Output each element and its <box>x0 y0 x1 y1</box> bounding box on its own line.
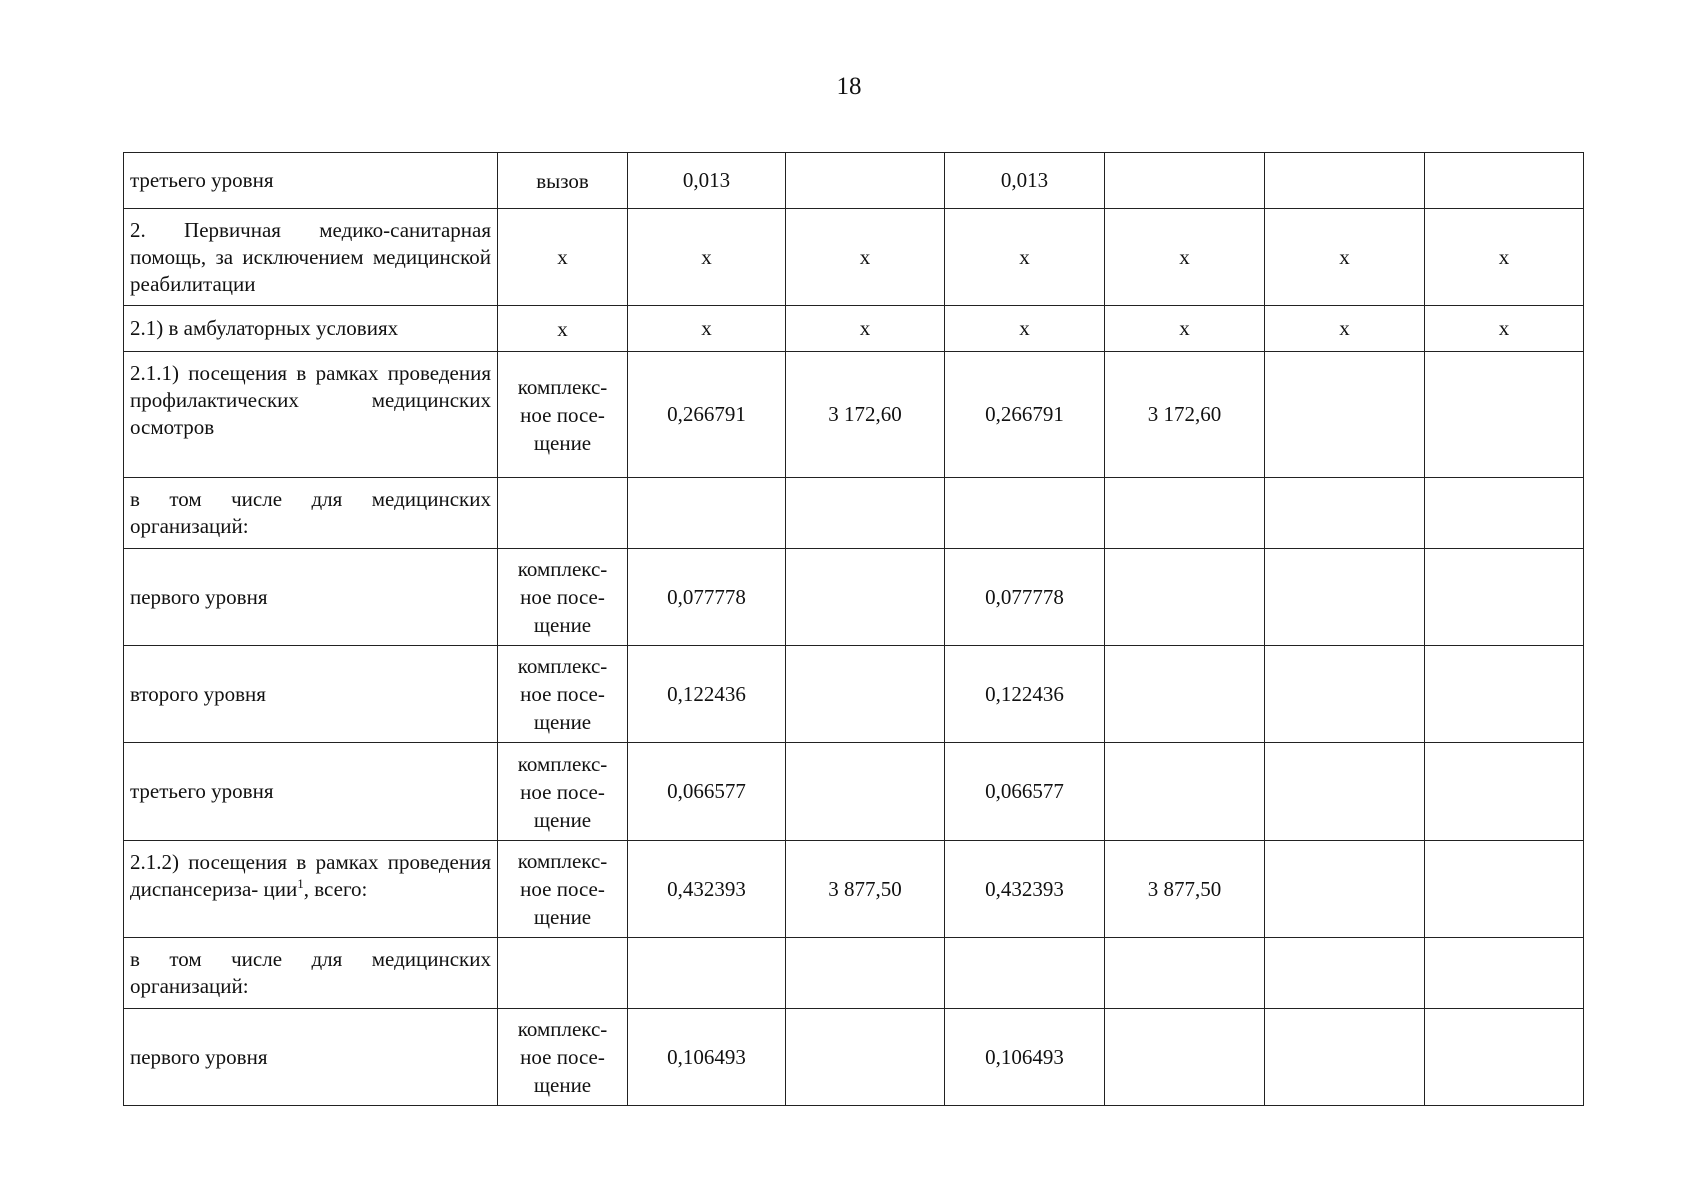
unit-line: ное посе- <box>520 877 605 901</box>
value-cell <box>1265 549 1425 646</box>
table-row <box>124 478 1584 549</box>
unit-line: ное посе- <box>520 682 605 706</box>
table-row <box>124 938 1584 1009</box>
unit-cell <box>498 352 628 478</box>
value-cell <box>1265 1009 1425 1106</box>
value-cell: х <box>786 209 945 306</box>
unit-line: щение <box>533 807 592 832</box>
unit-line: щение <box>533 905 592 929</box>
unit-cell <box>498 549 628 646</box>
value-cell <box>1265 841 1425 938</box>
value-cell: 0,013 <box>945 153 1105 209</box>
value-cell <box>1105 549 1265 646</box>
table-row <box>124 306 1584 352</box>
row-label: 2. Первичная медико-санитарная помощь, за исключением медицинской реабилитации <box>124 209 498 306</box>
row-label <box>124 841 498 938</box>
table-row <box>124 646 1584 743</box>
value-cell <box>786 938 945 1009</box>
value-cell: х <box>628 306 786 352</box>
value-cell: 0,106493 <box>945 1009 1105 1106</box>
value-cell: х <box>945 306 1105 352</box>
value-cell: 0,077778 <box>945 549 1105 646</box>
unit-line: комплекс- <box>517 849 608 873</box>
row-label: третьего уровня <box>124 153 498 209</box>
value-cell <box>1425 646 1584 743</box>
data-table <box>123 152 1584 1106</box>
row-label: первого уровня <box>124 549 498 646</box>
value-cell: 3 877,50 <box>786 841 945 938</box>
value-cell <box>945 478 1105 549</box>
row-label: в том числе для медицинских организаций: <box>124 478 498 549</box>
unit-line: ное посе- <box>520 585 605 609</box>
unit-line: ное посе- <box>520 402 605 427</box>
table-row <box>124 153 1584 209</box>
value-cell: 0,432393 <box>945 841 1105 938</box>
value-cell: 0,077778 <box>628 549 786 646</box>
value-cell <box>1425 478 1584 549</box>
value-cell: 0,122436 <box>945 646 1105 743</box>
value-cell: х <box>628 209 786 306</box>
table-row <box>124 743 1584 841</box>
value-cell <box>1265 646 1425 743</box>
value-cell <box>786 743 945 841</box>
unit-cell <box>498 743 628 841</box>
value-cell: 0,122436 <box>628 646 786 743</box>
value-cell: 0,432393 <box>628 841 786 938</box>
value-cell <box>1105 1009 1265 1106</box>
value-cell: х <box>786 306 945 352</box>
value-cell <box>1265 153 1425 209</box>
unit-line: комплекс- <box>517 557 608 581</box>
unit-cell: х <box>498 306 628 352</box>
page-number: 18 <box>836 73 862 100</box>
value-cell: 3 877,50 <box>1105 841 1265 938</box>
value-cell <box>1105 743 1265 841</box>
value-cell <box>786 478 945 549</box>
value-cell: 0,106493 <box>628 1009 786 1106</box>
row-label: второго уровня <box>124 646 498 743</box>
footnote-mark: 1 <box>297 876 304 891</box>
unit-cell <box>498 938 628 1009</box>
value-cell: х <box>1425 306 1584 352</box>
value-cell <box>1425 352 1584 478</box>
unit-cell <box>498 646 628 743</box>
unit-line: комплекс- <box>517 654 608 678</box>
unit-line: комплекс- <box>517 374 608 399</box>
unit-cell: х <box>498 209 628 306</box>
value-cell <box>1105 646 1265 743</box>
unit-cell: вызов <box>498 153 628 209</box>
value-cell <box>1425 1009 1584 1106</box>
unit-cell <box>498 841 628 938</box>
unit-line: комплекс- <box>517 1017 608 1041</box>
value-cell <box>1425 743 1584 841</box>
unit-line: щение <box>533 710 592 734</box>
value-cell: 0,066577 <box>628 743 786 841</box>
row-label: в том числе для медицинских организаций: <box>124 938 498 1009</box>
row-label: 2.1.1) посещения в рамках проведения профилактических медицинских осмотров <box>124 352 498 478</box>
value-cell: х <box>1425 209 1584 306</box>
unit-line: комплекс- <box>517 751 608 776</box>
unit-line: щение <box>533 613 592 637</box>
value-cell <box>1105 153 1265 209</box>
value-cell <box>628 938 786 1009</box>
value-cell <box>945 938 1105 1009</box>
row-label-text: , всего: <box>303 877 368 901</box>
value-cell <box>1265 743 1425 841</box>
unit-line: ное посе- <box>520 779 605 804</box>
row-label: 2.1) в амбулаторных условиях <box>124 306 498 352</box>
value-cell: 0,013 <box>628 153 786 209</box>
table-row <box>124 209 1584 306</box>
value-cell: 3 172,60 <box>1105 352 1265 478</box>
value-cell <box>1425 938 1584 1009</box>
value-cell <box>1425 549 1584 646</box>
unit-line: щение <box>533 1073 592 1097</box>
value-cell: 0,266791 <box>945 352 1105 478</box>
row-label-text: 2.1.2) посещения в рамках проведения диспансериза- <box>130 850 491 901</box>
row-label: третьего уровня <box>124 743 498 841</box>
value-cell: 0,266791 <box>628 352 786 478</box>
value-cell <box>786 549 945 646</box>
value-cell <box>786 646 945 743</box>
value-cell: 0,066577 <box>945 743 1105 841</box>
row-label: первого уровня <box>124 1009 498 1106</box>
unit-line: ное посе- <box>520 1045 605 1069</box>
value-cell <box>786 1009 945 1106</box>
value-cell: 3 172,60 <box>786 352 945 478</box>
unit-cell <box>498 478 628 549</box>
unit-cell <box>498 1009 628 1106</box>
value-cell <box>1265 352 1425 478</box>
value-cell <box>1265 478 1425 549</box>
value-cell <box>628 478 786 549</box>
value-cell <box>1265 938 1425 1009</box>
value-cell: х <box>1265 306 1425 352</box>
table-row <box>124 352 1584 478</box>
value-cell <box>1105 478 1265 549</box>
value-cell: х <box>1105 306 1265 352</box>
table-row <box>124 841 1584 938</box>
value-cell <box>1425 841 1584 938</box>
table-row <box>124 549 1584 646</box>
value-cell <box>1105 938 1265 1009</box>
value-cell <box>1425 153 1584 209</box>
row-label-text: ции <box>263 877 298 901</box>
value-cell <box>786 153 945 209</box>
table-row <box>124 1009 1584 1106</box>
value-cell: х <box>945 209 1105 306</box>
value-cell: х <box>1265 209 1425 306</box>
value-cell: х <box>1105 209 1265 306</box>
unit-line: щение <box>533 430 592 455</box>
